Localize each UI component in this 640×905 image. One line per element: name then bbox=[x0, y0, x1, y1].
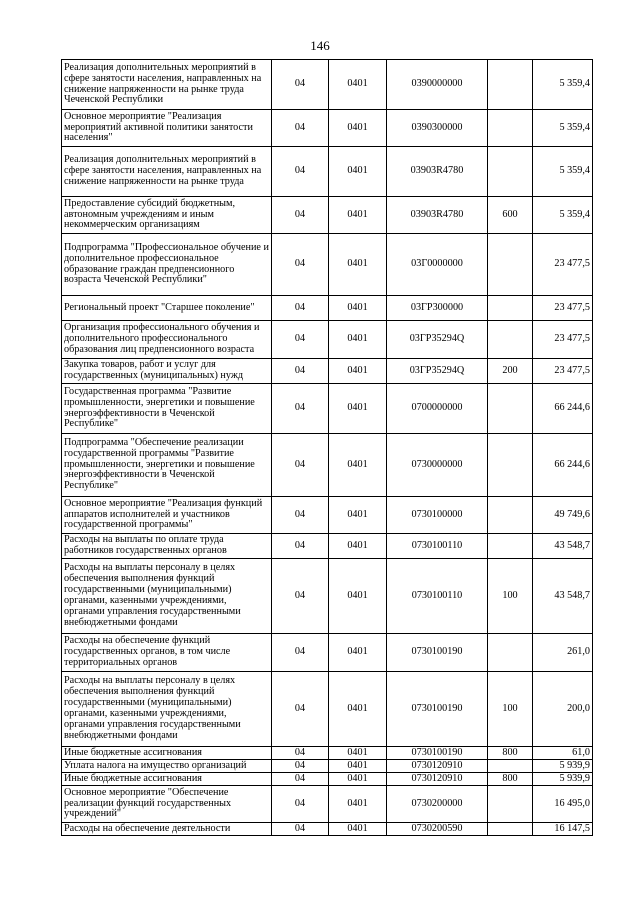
subsection-code-cell: 0401 bbox=[329, 786, 387, 823]
expense-type-cell bbox=[488, 434, 533, 497]
subsection-code-cell: 0401 bbox=[329, 747, 387, 760]
table-row bbox=[62, 321, 593, 359]
target-article-cell: 0390300000 bbox=[387, 110, 488, 147]
row-name-cell: Подпрограмма "Профессиональное обучение и дополнительное профессиональное образование граждан предпенсионного возраста Чеченской Республики" bbox=[62, 234, 272, 296]
section-code-cell: 04 bbox=[272, 434, 329, 497]
table-row bbox=[62, 672, 593, 747]
amount-cell: 23 477,5 bbox=[533, 321, 593, 359]
budget-table bbox=[61, 59, 593, 836]
subsection-code-cell: 0401 bbox=[329, 434, 387, 497]
section-code-cell: 04 bbox=[272, 823, 329, 836]
table-row bbox=[62, 384, 593, 434]
expense-type-cell bbox=[488, 110, 533, 147]
row-name-cell: Расходы на выплаты персоналу в целях обеспечения выполнения функций государственными (муниципальными) органами, казенными учреждениями, органами управления государственными внебюджетными фондами bbox=[62, 672, 272, 747]
expense-type-cell: 100 bbox=[488, 559, 533, 634]
subsection-code-cell: 0401 bbox=[329, 497, 387, 534]
target-article-cell: 03ГР35294Q bbox=[387, 359, 488, 384]
amount-cell: 66 244,6 bbox=[533, 434, 593, 497]
target-article-cell: 03ГР35294Q bbox=[387, 321, 488, 359]
target-article-cell: 0730100110 bbox=[387, 534, 488, 559]
target-article-cell: 0700000000 bbox=[387, 384, 488, 434]
row-name-cell: Основное мероприятие "Реализация функций аппаратов исполнителей и участников государственной программы" bbox=[62, 497, 272, 534]
subsection-code-cell: 0401 bbox=[329, 672, 387, 747]
table-row bbox=[62, 823, 593, 836]
amount-cell: 5 359,4 bbox=[533, 60, 593, 110]
row-name-cell: Уплата налога на имущество организаций bbox=[62, 760, 272, 773]
section-code-cell: 04 bbox=[272, 321, 329, 359]
amount-cell: 16 147,5 bbox=[533, 823, 593, 836]
target-article-cell: 0730120910 bbox=[387, 773, 488, 786]
amount-cell: 23 477,5 bbox=[533, 296, 593, 321]
amount-cell: 61,0 bbox=[533, 747, 593, 760]
expense-type-cell bbox=[488, 760, 533, 773]
section-code-cell: 04 bbox=[272, 234, 329, 296]
table-row bbox=[62, 60, 593, 110]
expense-type-cell bbox=[488, 60, 533, 110]
section-code-cell: 04 bbox=[272, 773, 329, 786]
expense-type-cell bbox=[488, 321, 533, 359]
expense-type-cell bbox=[488, 534, 533, 559]
table-row bbox=[62, 434, 593, 497]
subsection-code-cell: 0401 bbox=[329, 147, 387, 197]
subsection-code-cell: 0401 bbox=[329, 384, 387, 434]
subsection-code-cell: 0401 bbox=[329, 296, 387, 321]
amount-cell: 5 359,4 bbox=[533, 197, 593, 234]
subsection-code-cell: 0401 bbox=[329, 760, 387, 773]
target-article-cell: 0730100190 bbox=[387, 747, 488, 760]
expense-type-cell: 200 bbox=[488, 359, 533, 384]
target-article-cell: 0730120910 bbox=[387, 760, 488, 773]
amount-cell: 23 477,5 bbox=[533, 359, 593, 384]
amount-cell: 261,0 bbox=[533, 634, 593, 672]
subsection-code-cell: 0401 bbox=[329, 110, 387, 147]
section-code-cell: 04 bbox=[272, 359, 329, 384]
section-code-cell: 04 bbox=[272, 60, 329, 110]
row-name-cell: Расходы на обеспечение функций государственных органов, в том числе территориальных органов bbox=[62, 634, 272, 672]
amount-cell: 200,0 bbox=[533, 672, 593, 747]
expense-type-cell: 800 bbox=[488, 747, 533, 760]
table-row bbox=[62, 760, 593, 773]
row-name-cell: Государственная программа "Развитие промышленности, энергетики и повышение энергоэффективности в Чеченской Республике" bbox=[62, 384, 272, 434]
section-code-cell: 04 bbox=[272, 634, 329, 672]
subsection-code-cell: 0401 bbox=[329, 197, 387, 234]
expense-type-cell bbox=[488, 786, 533, 823]
row-name-cell: Основное мероприятие "Обеспечение реализации функций государственных учреждений" bbox=[62, 786, 272, 823]
subsection-code-cell: 0401 bbox=[329, 634, 387, 672]
page-number: 146 bbox=[310, 38, 330, 53]
row-name-cell: Подпрограмма "Обеспечение реализации государственной программы "Развитие промышленности, энергетики и повышение энергоэффективности в Чеченской Республике" bbox=[62, 434, 272, 497]
section-code-cell: 04 bbox=[272, 197, 329, 234]
table-row bbox=[62, 747, 593, 760]
expense-type-cell: 600 bbox=[488, 197, 533, 234]
amount-cell: 43 548,7 bbox=[533, 534, 593, 559]
amount-cell: 5 939,9 bbox=[533, 760, 593, 773]
table-row bbox=[62, 786, 593, 823]
subsection-code-cell: 0401 bbox=[329, 359, 387, 384]
target-article-cell: 0730100000 bbox=[387, 497, 488, 534]
table-row bbox=[62, 197, 593, 234]
table-row bbox=[62, 110, 593, 147]
target-article-cell: 0730200000 bbox=[387, 786, 488, 823]
target-article-cell: 0730200590 bbox=[387, 823, 488, 836]
target-article-cell: 0730000000 bbox=[387, 434, 488, 497]
section-code-cell: 04 bbox=[272, 384, 329, 434]
amount-cell: 43 548,7 bbox=[533, 559, 593, 634]
row-name-cell: Расходы на выплаты персоналу в целях обеспечения выполнения функций государственными (муниципальными) органами, казенными учреждениями, органами управления государственными внебюджетными фондами bbox=[62, 559, 272, 634]
expense-type-cell: 800 bbox=[488, 773, 533, 786]
subsection-code-cell: 0401 bbox=[329, 534, 387, 559]
amount-cell: 66 244,6 bbox=[533, 384, 593, 434]
row-name-cell: Региональный проект "Старшее поколение" bbox=[62, 296, 272, 321]
subsection-code-cell: 0401 bbox=[329, 773, 387, 786]
table-row bbox=[62, 773, 593, 786]
subsection-code-cell: 0401 bbox=[329, 559, 387, 634]
table-row bbox=[62, 534, 593, 559]
section-code-cell: 04 bbox=[272, 786, 329, 823]
row-name-cell: Организация профессионального обучения и дополнительного профессионального образования лиц предпенсионного возраста bbox=[62, 321, 272, 359]
row-name-cell: Реализация дополнительных мероприятий в сфере занятости населения, направленных на снижение напряженности на рынке труда Чеченской Республики bbox=[62, 60, 272, 110]
section-code-cell: 04 bbox=[272, 760, 329, 773]
amount-cell: 16 495,0 bbox=[533, 786, 593, 823]
section-code-cell: 04 bbox=[272, 559, 329, 634]
section-code-cell: 04 bbox=[272, 147, 329, 197]
subsection-code-cell: 0401 bbox=[329, 321, 387, 359]
expense-type-cell bbox=[488, 296, 533, 321]
section-code-cell: 04 bbox=[272, 497, 329, 534]
expense-type-cell bbox=[488, 384, 533, 434]
table-row bbox=[62, 634, 593, 672]
row-name-cell: Предоставление субсидий бюджетным, автономным учреждениям и иным некоммерческим организациям bbox=[62, 197, 272, 234]
row-name-cell: Основное мероприятие "Реализация мероприятий активной политики занятости населения" bbox=[62, 110, 272, 147]
section-code-cell: 04 bbox=[272, 110, 329, 147]
target-article-cell: 0390000000 bbox=[387, 60, 488, 110]
row-name-cell: Расходы на выплаты по оплате труда работников государственных органов bbox=[62, 534, 272, 559]
subsection-code-cell: 0401 bbox=[329, 234, 387, 296]
row-name-cell: Закупка товаров, работ и услуг для государственных (муниципальных) нужд bbox=[62, 359, 272, 384]
expense-type-cell bbox=[488, 234, 533, 296]
target-article-cell: 03903R4780 bbox=[387, 197, 488, 234]
expense-type-cell: 100 bbox=[488, 672, 533, 747]
target-article-cell: 03Г0000000 bbox=[387, 234, 488, 296]
target-article-cell: 0730100190 bbox=[387, 672, 488, 747]
table-row bbox=[62, 147, 593, 197]
amount-cell: 23 477,5 bbox=[533, 234, 593, 296]
amount-cell: 5 359,4 bbox=[533, 110, 593, 147]
target-article-cell: 0730100190 bbox=[387, 634, 488, 672]
section-code-cell: 04 bbox=[272, 296, 329, 321]
table-row bbox=[62, 296, 593, 321]
amount-cell: 5 359,4 bbox=[533, 147, 593, 197]
row-name-cell: Иные бюджетные ассигнования bbox=[62, 747, 272, 760]
expense-type-cell bbox=[488, 823, 533, 836]
row-name-cell: Иные бюджетные ассигнования bbox=[62, 773, 272, 786]
amount-cell: 49 749,6 bbox=[533, 497, 593, 534]
expense-type-cell bbox=[488, 634, 533, 672]
table-row bbox=[62, 359, 593, 384]
subsection-code-cell: 0401 bbox=[329, 60, 387, 110]
table-row bbox=[62, 234, 593, 296]
table-row bbox=[62, 497, 593, 534]
expense-type-cell bbox=[488, 147, 533, 197]
row-name-cell: Расходы на обеспечение деятельности bbox=[62, 823, 272, 836]
subsection-code-cell: 0401 bbox=[329, 823, 387, 836]
section-code-cell: 04 bbox=[272, 534, 329, 559]
target-article-cell: 0730100110 bbox=[387, 559, 488, 634]
target-article-cell: 03903R4780 bbox=[387, 147, 488, 197]
expense-type-cell bbox=[488, 497, 533, 534]
section-code-cell: 04 bbox=[272, 747, 329, 760]
table-row bbox=[62, 559, 593, 634]
row-name-cell: Реализация дополнительных мероприятий в сфере занятости населения, направленных на снижение напряженности на рынке труда bbox=[62, 147, 272, 197]
amount-cell: 5 939,9 bbox=[533, 773, 593, 786]
section-code-cell: 04 bbox=[272, 672, 329, 747]
target-article-cell: 03ГР300000 bbox=[387, 296, 488, 321]
